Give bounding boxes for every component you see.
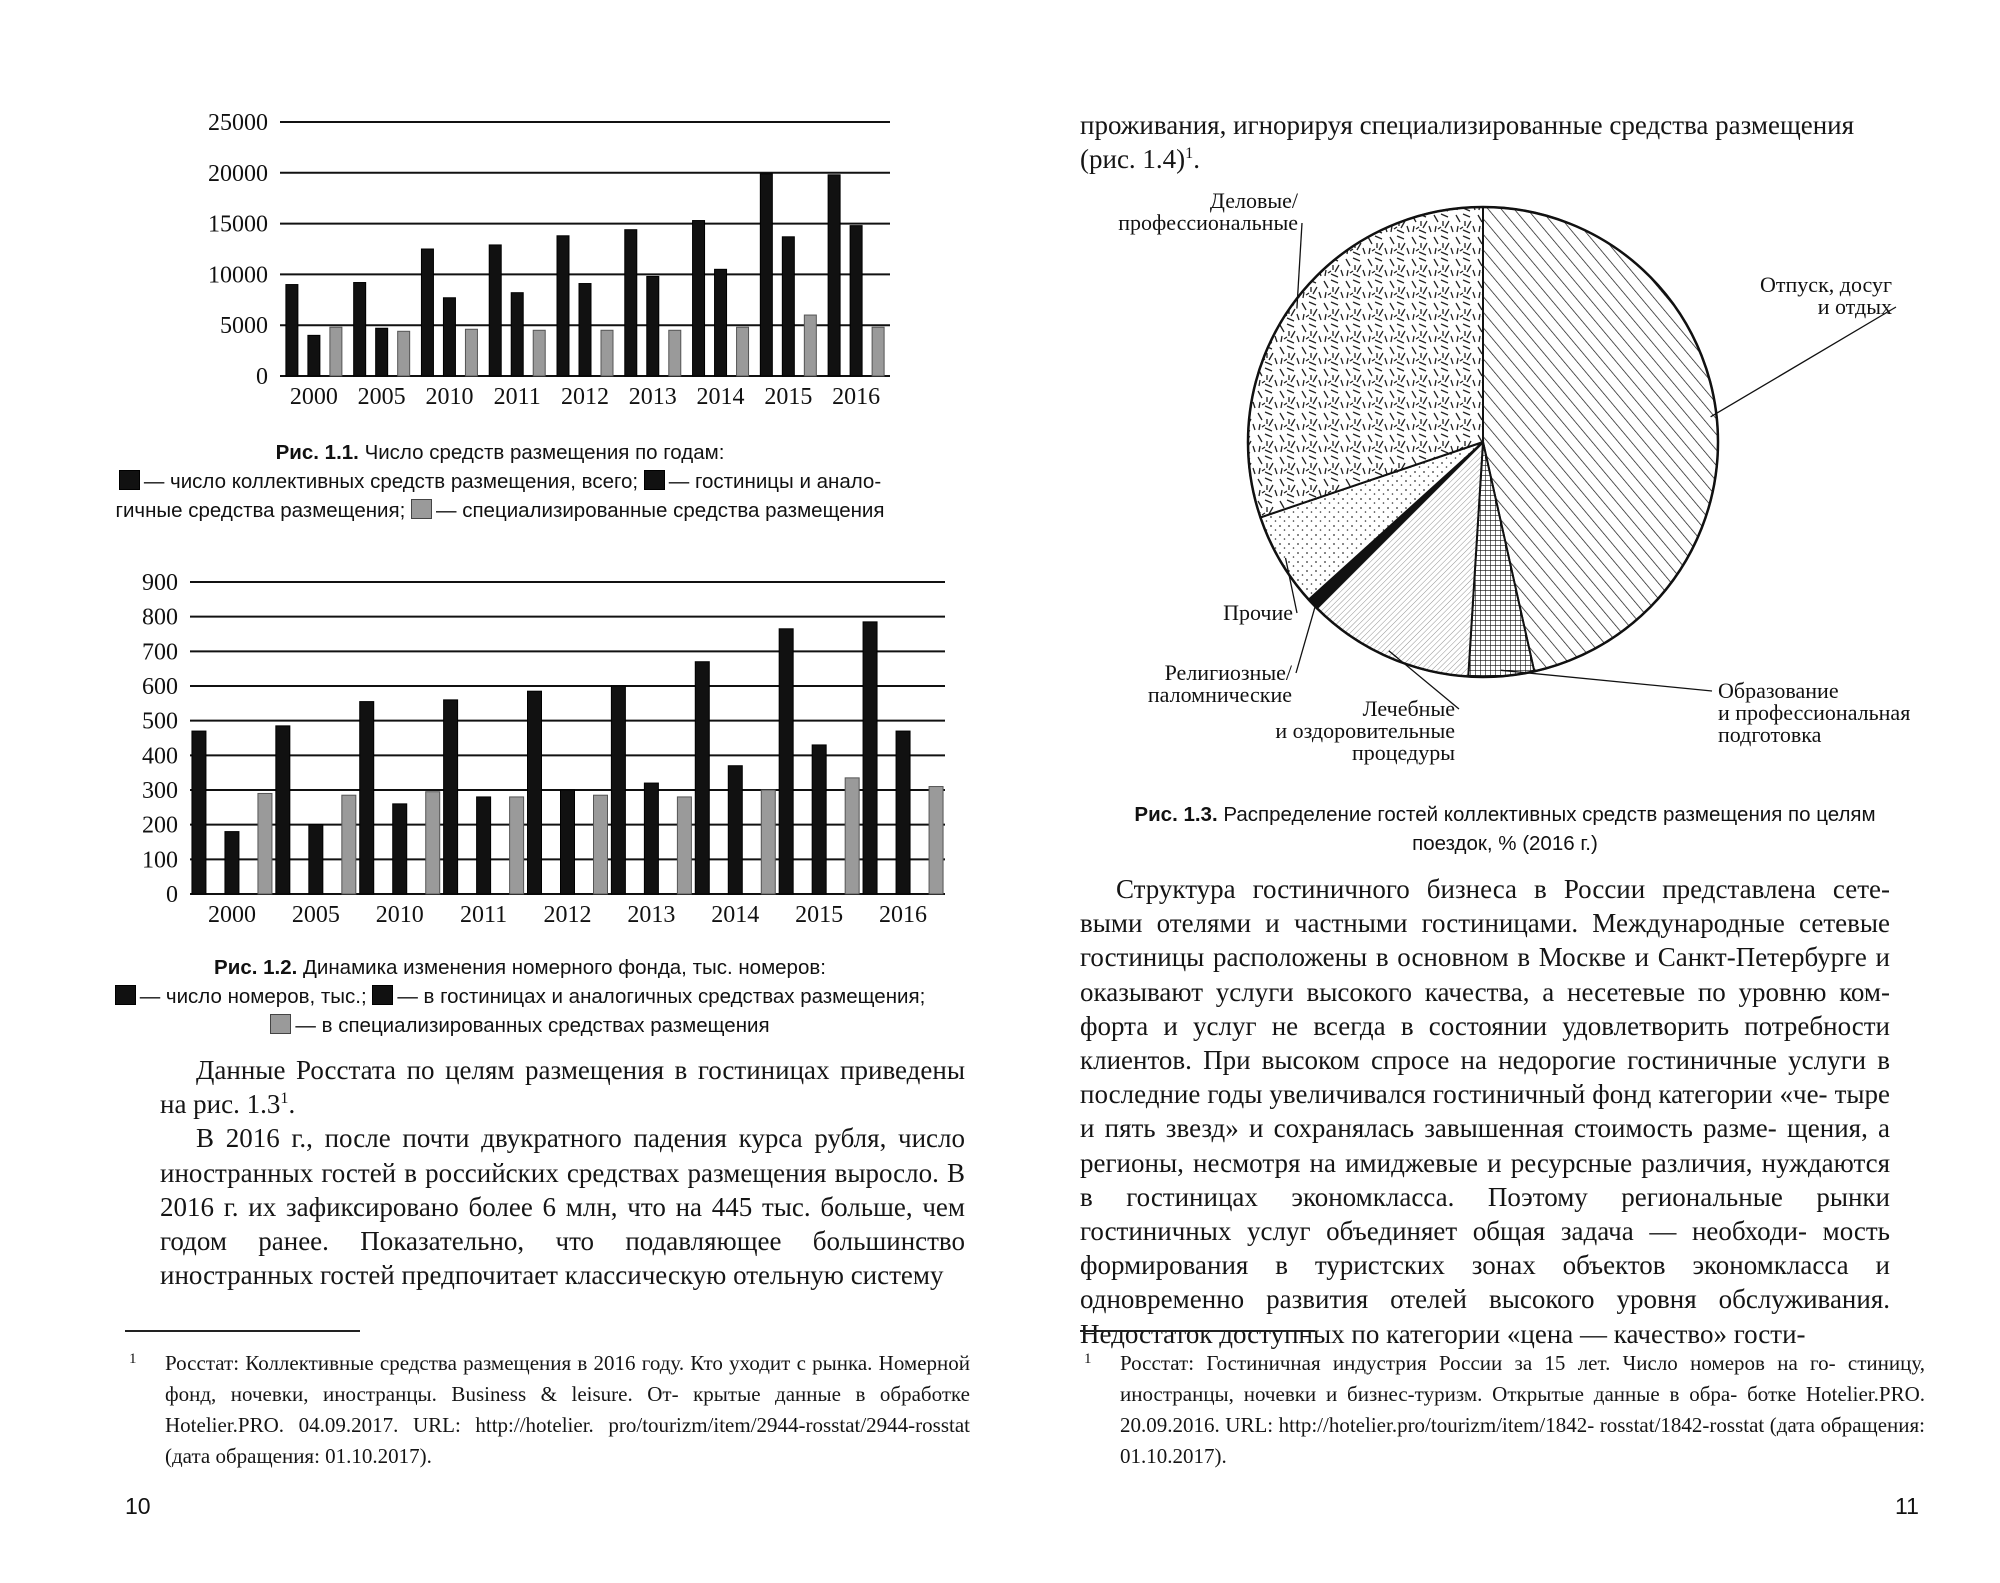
pie-label-line: и оздоровительные [1275, 718, 1455, 743]
x-tick-label: 2016 [832, 384, 881, 410]
x-tick-label: 2013 [628, 384, 677, 410]
text-line: В 2016 г., после почти двукратного падения курса рубля, число [196, 1123, 965, 1154]
right-body-text [1080, 872, 1890, 1351]
x-tick-label: 2005 [291, 902, 340, 928]
bar-2010-series-1 [421, 249, 433, 376]
pie-label [1118, 190, 1299, 235]
y-tick-label: 500 [142, 708, 178, 735]
footnote-line: pro/tourizm/item/2944-rosstat/2944-rosstat (дата обращения: 01.10.2017). [165, 1413, 971, 1468]
legend-swatch-specialized-rooms [270, 1014, 291, 1034]
x-tick-label: 2012 [561, 384, 609, 410]
y-tick-label: 700 [142, 639, 178, 666]
bar-2005-series-2 [376, 328, 388, 376]
text-line: чем годом ранее. Показательно, что подавляющее большинство [160, 1191, 965, 1257]
fig3-caption-title: Распределение гостей коллективных средств размещения по целям [1223, 803, 1876, 826]
bar-2013-series-1 [625, 230, 637, 376]
x-tick-label: 2014 [711, 902, 760, 928]
legend-swatch-hotels [644, 470, 665, 490]
text-line: Данные Росстата по целям размещения в гостиницах приведены [196, 1055, 965, 1085]
text-line: в последние годы увеличивался гостиничный фонд категории «че- [1080, 1045, 1890, 1110]
bar-2011-series-1 [489, 245, 501, 376]
fig1-caption-title: Число средств размещения по годам: [364, 441, 725, 464]
y-tick-label: 400 [142, 743, 178, 770]
paragraph-hotel-structure [1080, 872, 1890, 1351]
footnote-ref: 1 [1185, 144, 1194, 163]
y-tick-label: 100 [142, 847, 178, 874]
pie-label-line: профессиональные [1118, 210, 1298, 235]
bar-2005-series-3 [398, 331, 410, 376]
pie-label-line: и отдых [1817, 294, 1892, 319]
bar-2005-series-1 [276, 726, 290, 894]
bar-2011-series-3 [510, 797, 524, 894]
bar-2016-series-1 [828, 175, 840, 376]
fig2-caption-title: Динамика изменения номерного фонда, тыс. номеров: [303, 956, 826, 979]
footnote-mark: 1 [1084, 1351, 1092, 1367]
text-line: форта и услуг не всегда в состоянии удовлетворить потребности [1080, 1010, 1890, 1041]
bar-2016-series-3 [872, 327, 884, 376]
bar-2012-series-2 [579, 284, 591, 376]
left-footnote [129, 1348, 971, 1472]
bar-2000-series-2 [308, 335, 320, 376]
bar-2005-series-1 [354, 283, 366, 376]
fig1-legend-specialized: — специализированные средства размещения [436, 499, 885, 522]
paragraph-foreign-guests [160, 1121, 965, 1292]
pie-label-line: Образование [1718, 678, 1839, 703]
fig1-legend-hotels: — гостиницы и анало- [668, 470, 882, 493]
pie-leader-line [1501, 670, 1712, 691]
x-tick-label: 2010 [425, 384, 474, 410]
pie-label [1760, 272, 1892, 319]
fig3-caption [1075, 800, 1935, 858]
x-tick-label: 2010 [375, 902, 424, 928]
y-tick-label: 15000 [208, 211, 268, 238]
fig1-legend-total: — число коллективных средств размещения, всего; [143, 470, 639, 493]
y-tick-label: 200 [142, 812, 178, 839]
text-line: гостиницы расположены в основном в Москве и Санкт-Петербурге [1080, 942, 1867, 973]
fig2-caption-label: Рис. 1.2. [214, 956, 298, 979]
y-tick-label: 0 [256, 364, 268, 390]
bar-2016-series-3 [929, 787, 943, 894]
pie-label-line: Лечебные [1362, 696, 1455, 721]
fig1-caption [100, 438, 900, 525]
footnote-ref: 1 [280, 1089, 289, 1108]
footnote-mark: 1 [129, 1351, 137, 1367]
footnote-line: стиницу, иностранцы, ночевки и бизнес-туризм. Открытые данные в обра- [1120, 1351, 1926, 1406]
pie-label-line: и профессиональная [1718, 700, 1910, 725]
text-line: мость формирования в туристских зонах объектов экономкласса [1080, 1216, 1890, 1281]
bar-2005-series-3 [342, 795, 356, 894]
bar-2015-series-1 [760, 174, 772, 376]
pie-label-line: Деловые/ [1209, 190, 1298, 213]
fig2-legend-specialized-rooms: — в специализированных средствах размещения [295, 1014, 770, 1037]
bar-2010-series-3 [465, 329, 477, 376]
bar-2015-series-2 [782, 237, 794, 376]
paragraph-rosstat [160, 1053, 965, 1121]
bar-2012-series-3 [594, 795, 608, 894]
text-line: Недостаток доступных по категории «цена — качество» гости- [1080, 1318, 1806, 1349]
x-tick-label: 2005 [357, 384, 406, 410]
pie-label [1275, 696, 1455, 765]
y-tick-label: 800 [142, 604, 178, 631]
bar-2010-series-1 [360, 702, 374, 894]
bar-2012-series-1 [528, 691, 542, 894]
text-line: иностранных гостей предпочитает классическую отельную систему [160, 1260, 944, 1291]
x-tick-label: 2000 [207, 902, 256, 928]
footnote-line: с рынка. Номерной фонд, ночевки, иностранцы. Business & leisure. От- [165, 1351, 971, 1406]
y-tick-label: 900 [142, 570, 178, 596]
fig2-chart [110, 570, 960, 940]
y-tick-label: 10000 [208, 262, 268, 289]
pie-label-line: Отпуск, досуг [1760, 272, 1892, 297]
footnote-line: Росстат: Гостиничная индустрия России за 15 лет. Число номеров на го- [1120, 1351, 1836, 1375]
pie-label [1223, 600, 1293, 625]
y-tick-label: 25000 [208, 110, 268, 136]
bar-2013-series-3 [677, 797, 691, 894]
x-tick-label: 2016 [879, 902, 928, 928]
fig1-chart [190, 100, 910, 422]
text-line: нуждаются в гостиницах экономкласса. Поэтому региональные [1080, 1147, 1890, 1212]
pie-leader-line [1296, 600, 1317, 673]
bar-2014-series-2 [728, 766, 742, 894]
footnote-rule [125, 1330, 360, 1332]
bar-2010-series-3 [426, 792, 440, 894]
bar-2005-series-2 [309, 825, 323, 894]
bar-2000-series-3 [330, 327, 342, 376]
y-tick-label: 20000 [208, 160, 268, 187]
y-tick-label: 600 [142, 674, 178, 700]
text-line: проживания, игнорируя специализированные средства размещения [1080, 110, 1855, 140]
x-tick-label: 2012 [543, 902, 592, 928]
bar-2013-series-1 [611, 686, 625, 894]
bar-2013-series-2 [647, 276, 659, 376]
legend-swatch-specialized [411, 499, 432, 519]
page-number-right: 11 [1895, 1493, 1919, 1519]
pie-leader-line [1711, 307, 1896, 417]
text-line: Структура гостиничного бизнеса в России представлена сете- [1116, 874, 1890, 904]
text-line: тыре и пять звезд» и сохранялась завышенная стоимость разме- [1080, 1079, 1891, 1144]
fig2-legend-rooms: — число номеров, тыс.; [139, 985, 367, 1008]
legend-swatch-total [119, 470, 140, 490]
bar-2012-series-2 [561, 790, 575, 894]
footnote-line: rosstat/1842-rosstat (дата обращения: 01.10.2017). [1120, 1413, 1925, 1468]
legend-swatch-hotel-rooms [372, 985, 393, 1005]
x-tick-label: 2013 [627, 902, 676, 928]
x-tick-label: 2015 [795, 902, 844, 928]
y-tick-label: 0 [166, 882, 178, 908]
pie-label [1148, 660, 1293, 707]
bar-2014-series-3 [737, 327, 749, 376]
bar-2015-series-2 [812, 745, 826, 894]
bar-2011-series-2 [477, 797, 491, 894]
pie-label-line: Религиозные/ [1164, 660, 1292, 685]
text-line: и оказывают услуги высокого качества, а несетевые по уровню ком- [1080, 942, 1890, 1007]
fig1-caption-label: Рис. 1.1. [275, 441, 359, 464]
x-tick-label: 2014 [696, 384, 745, 410]
bar-2014-series-1 [693, 221, 705, 376]
bar-2012-series-3 [601, 330, 613, 376]
x-tick-label: 2000 [289, 384, 338, 410]
text-line: выми отелями и частными гостиницами. Международные сетевые [1080, 908, 1890, 939]
text-line: . [1193, 144, 1201, 175]
x-tick-label: 2011 [460, 902, 508, 928]
bar-2011-series-3 [533, 330, 545, 376]
text-line: щения, а регионы, несмотря на имиджевые и ресурсные различия, [1080, 1113, 1890, 1178]
text-line: на рис. 1.3 [160, 1089, 281, 1120]
bar-2011-series-2 [511, 293, 523, 376]
pie-label [1718, 678, 1910, 747]
right-footnote [1084, 1348, 1926, 1472]
bar-2013-series-2 [644, 783, 658, 894]
fig2-caption [90, 953, 950, 1040]
bar-2016-series-1 [863, 622, 877, 894]
bar-2011-series-1 [444, 700, 458, 894]
bar-2010-series-2 [443, 298, 455, 376]
fig3-pie-chart [1080, 190, 1910, 780]
text-line: иностранных гостей в российских средствах размещения выросло. [160, 1157, 939, 1188]
x-tick-label: 2011 [493, 384, 541, 410]
pie-label-line: подготовка [1718, 722, 1822, 747]
text-line: В 2016 г. их зафиксировано более 6 млн, что на 445 тыс. больше, [160, 1157, 966, 1222]
bar-2015-series-3 [804, 315, 816, 376]
footnote-line: крытые данные в обработке Hotelier.PRO. 04.09.2017. URL: http://hotelier. [165, 1382, 971, 1437]
bar-2000-series-1 [286, 285, 298, 376]
right-page [1000, 0, 2000, 1583]
pie-label-line: паломнические [1147, 682, 1292, 707]
bar-2016-series-2 [896, 731, 910, 894]
text-line: и одновременно развития отелей высокого уровня обслуживания. [1080, 1250, 1890, 1315]
fig3-caption-label: Рис. 1.3. [1134, 803, 1218, 826]
text-line: (рис. 1.4) [1080, 144, 1186, 175]
pie-label-line: Прочие [1223, 600, 1293, 625]
pie-label-line: процедуры [1352, 740, 1455, 765]
bar-2000-series-1 [192, 731, 206, 894]
bar-2000-series-3 [258, 793, 272, 894]
fig1-legend-hotels-cont: гичные средства размещения; [115, 499, 406, 522]
page-number-left: 10 [125, 1493, 151, 1519]
bar-2015-series-1 [779, 629, 793, 894]
right-intro-text [1080, 108, 1885, 176]
bar-2010-series-2 [393, 804, 407, 894]
bar-2012-series-1 [557, 236, 569, 376]
footnote-line: Росстат: Коллективные средства размещения в 2016 году. Кто уходит [165, 1351, 791, 1375]
bar-2014-series-3 [761, 790, 775, 894]
y-tick-label: 5000 [220, 313, 268, 340]
legend-swatch-rooms [115, 985, 136, 1005]
x-tick-label: 2015 [764, 384, 813, 410]
footnote-rule [1080, 1330, 1315, 1332]
text-line: рынки гостиничных услуг объединяет общая задача — необходи- [1080, 1181, 1890, 1247]
text-line: клиентов. При высоком спросе на недорогие гостиничные услуги [1080, 1045, 1867, 1076]
text-line: . [288, 1089, 296, 1120]
y-tick-label: 300 [142, 778, 178, 804]
bar-2014-series-2 [715, 269, 727, 376]
bar-2014-series-1 [695, 662, 709, 894]
bar-2015-series-3 [845, 778, 859, 894]
footnote-line: ботке Hotelier.PRO. 20.09.2016. URL: http://hotelier.pro/tourizm/item/1842- [1120, 1382, 1925, 1437]
bar-2000-series-2 [225, 832, 239, 894]
bar-2016-series-2 [850, 226, 862, 376]
fig2-legend-hotel-rooms: — в гостиницах и аналогичных средствах размещения; [397, 985, 926, 1008]
bar-2013-series-3 [669, 330, 681, 376]
fig3-caption-line2: поездок, % (2016 г.) [1412, 832, 1598, 855]
left-body-text [160, 1053, 965, 1292]
